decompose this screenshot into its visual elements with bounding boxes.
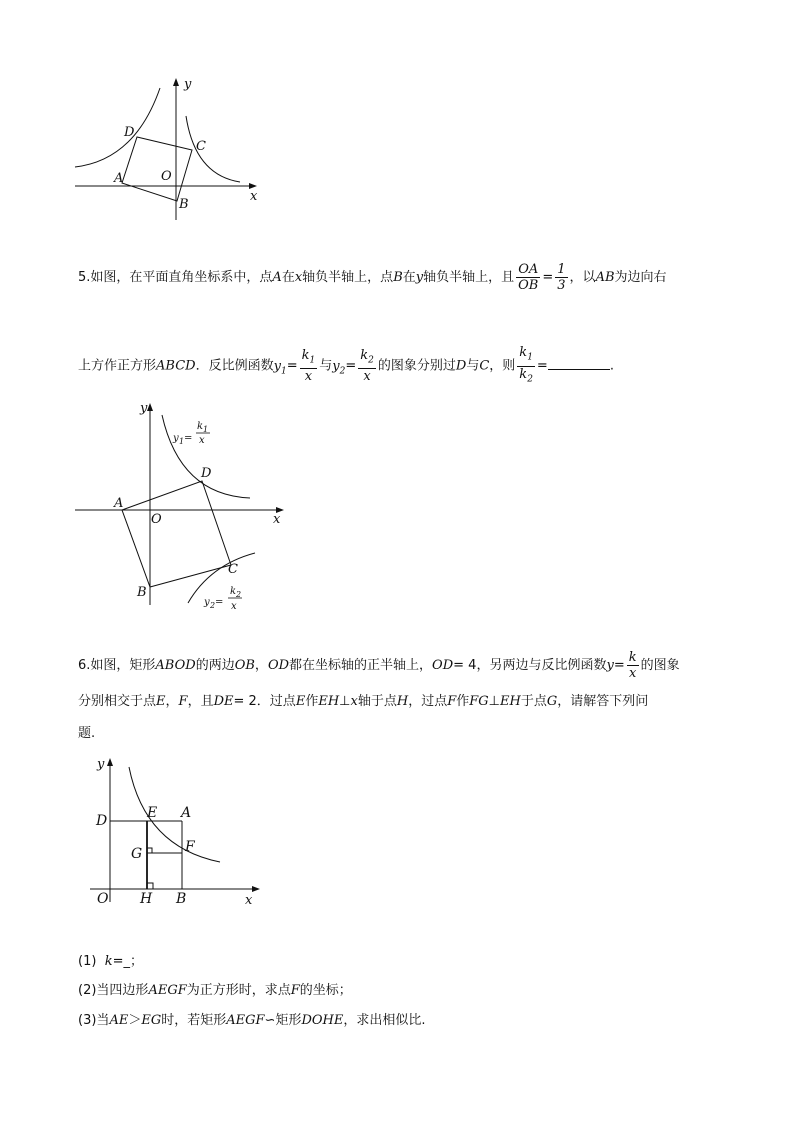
label-eq: = — [184, 433, 193, 444]
numerator: k — [628, 650, 637, 665]
text: ，以 — [569, 270, 596, 285]
text: 的两边 — [195, 658, 235, 673]
label-x: x — [273, 512, 281, 527]
text: 于点 — [520, 694, 547, 709]
math: B — [393, 270, 403, 285]
math: E — [295, 694, 306, 709]
y-axis-arrow — [107, 758, 113, 766]
text: ， — [165, 694, 179, 709]
numerator: 1 — [557, 262, 566, 277]
equals: = — [286, 358, 298, 374]
label-b: B — [176, 891, 187, 907]
math: DE — [213, 694, 234, 709]
denominator: x — [628, 666, 637, 681]
fraction-oa-ob — [516, 262, 540, 293]
text: 为正方形时，求点 — [186, 983, 291, 998]
label-o: O — [151, 512, 162, 527]
numerator — [358, 348, 376, 370]
label-y: y — [184, 77, 192, 92]
curve-label-y2 — [203, 586, 242, 612]
math: AE — [109, 1013, 129, 1028]
x-axis-arrow — [252, 886, 260, 892]
equals: = — [613, 658, 625, 673]
math: k — [301, 347, 310, 363]
fraction-k-x — [627, 650, 639, 681]
square-abcd — [122, 481, 231, 587]
label-y: y — [140, 401, 148, 416]
hyperbola-left — [75, 88, 160, 167]
subq-2 — [78, 981, 352, 1001]
math: EH — [499, 694, 521, 709]
label-a: A — [114, 171, 124, 186]
text: 的图象分别过 — [377, 358, 456, 374]
subq-number: (2) — [78, 983, 97, 998]
label-x: x — [231, 601, 237, 612]
subq-1 — [78, 952, 143, 972]
math: ABCD — [156, 358, 196, 374]
perp-symbol: ⊥ — [339, 694, 351, 709]
square-abcd — [122, 137, 192, 201]
answer-blank[interactable] — [548, 357, 610, 370]
label-eq: = — [215, 597, 224, 608]
gt-symbol: ＞ — [128, 1013, 142, 1028]
label-y2-sub: 2 — [210, 601, 216, 610]
denominator — [517, 367, 535, 388]
label-k2-sub: 2 — [236, 590, 242, 599]
numerator: OA — [516, 262, 540, 278]
math: OD — [432, 658, 454, 673]
math: ABOD — [155, 658, 196, 673]
math: AEGF — [226, 1013, 265, 1028]
fraction-k1-k2 — [517, 345, 535, 387]
text: 分别相交于点 — [78, 694, 157, 709]
math: OB — [234, 658, 255, 673]
math: = 2 — [233, 694, 257, 709]
q5-line-2 — [78, 345, 614, 387]
text: ，且 — [187, 694, 214, 709]
label-x: x — [199, 435, 205, 446]
denominator: x — [363, 369, 371, 385]
label-d: D — [124, 125, 135, 140]
curve-y2 — [188, 553, 255, 603]
subscript: 2 — [527, 374, 533, 385]
math: E — [156, 694, 166, 709]
q6-line-3 — [78, 724, 95, 744]
hyperbola — [129, 767, 220, 862]
label-d: D — [201, 466, 212, 481]
label-f: F — [185, 839, 195, 855]
text: ．过点 — [256, 694, 296, 709]
math: FG — [469, 694, 489, 709]
subscript: 1 — [527, 352, 533, 363]
fraction-one-third — [555, 262, 567, 293]
text: ，则 — [489, 358, 516, 374]
label-b: B — [179, 197, 189, 212]
label-g: G — [131, 846, 143, 862]
text: 矩形 — [275, 1013, 302, 1028]
label-a: A — [114, 496, 124, 511]
period: . — [609, 358, 614, 374]
label-k1: k — [197, 421, 204, 432]
q5-line-1 — [78, 262, 667, 293]
text: 题. — [78, 726, 96, 741]
label-o: O — [161, 169, 172, 184]
text: 与 — [319, 358, 333, 374]
subq-number: (3) — [78, 1013, 97, 1028]
math: x — [350, 694, 358, 709]
text: 的图象 — [640, 658, 680, 673]
subscript: 1 — [280, 366, 287, 377]
text: 如图，矩形 — [90, 658, 156, 673]
label-o: O — [97, 891, 109, 907]
subscript: 2 — [368, 355, 374, 366]
text: 当四边形 — [96, 983, 149, 998]
hyperbola-right — [186, 116, 240, 182]
text: 为边向右 — [614, 270, 667, 285]
math: OD — [267, 658, 290, 673]
fraction-k1-x — [300, 348, 318, 385]
math: y — [273, 358, 281, 374]
text: 上方作正方形 — [78, 358, 157, 374]
text: 轴负半轴上，点 — [302, 270, 394, 285]
figure-1 — [60, 70, 270, 230]
text: 在 — [402, 270, 416, 285]
label-h: H — [140, 891, 153, 907]
math: D — [455, 358, 467, 374]
math: k — [360, 347, 369, 363]
text: 都在坐标轴的正半轴上， — [289, 658, 433, 673]
subq-3 — [78, 1011, 426, 1031]
label-y2: y — [204, 597, 210, 608]
math: F — [290, 983, 300, 998]
text: ，请解答下列问 — [557, 694, 649, 709]
y-axis-arrow — [173, 78, 179, 86]
text: 当 — [96, 1013, 110, 1028]
label-x: x — [250, 189, 258, 204]
math: H — [396, 694, 409, 709]
numerator — [300, 348, 318, 370]
label-k2: k — [230, 586, 237, 597]
y2 — [332, 358, 346, 377]
text: 作 — [305, 694, 319, 709]
label-c: C — [228, 562, 238, 577]
text: ．反比例函数 — [195, 358, 274, 374]
denominator: x — [304, 369, 313, 385]
math: DOHE — [301, 1013, 344, 1028]
math: EG — [141, 1013, 162, 1028]
text: ， — [254, 658, 268, 673]
math: F — [178, 694, 188, 709]
text: 轴于点 — [357, 694, 397, 709]
math: G — [546, 694, 558, 709]
math: EH — [318, 694, 340, 709]
denominator: OB — [518, 278, 539, 293]
text: 在 — [281, 270, 295, 285]
equals: = — [345, 358, 357, 374]
label-y1: y — [173, 433, 179, 444]
label-k1-sub: 1 — [203, 425, 209, 434]
text: 轴负半轴上，且 — [423, 270, 515, 285]
text: 的坐标； — [299, 983, 352, 998]
math: y — [332, 358, 340, 374]
math: k — [519, 366, 528, 382]
text: ，另两边与反比例函数 — [476, 658, 607, 673]
math: A — [272, 270, 282, 285]
q5-number: 5. — [78, 270, 91, 285]
q6-line-2 — [78, 692, 648, 712]
fraction-k2-x — [358, 348, 376, 385]
math: AEGF — [148, 983, 187, 998]
q6-line-1 — [78, 650, 680, 681]
math: k — [104, 954, 113, 969]
subscript: 2 — [339, 366, 346, 377]
text: =_； — [112, 954, 143, 969]
math: y — [606, 658, 614, 673]
equals: = — [536, 358, 548, 374]
text: 作 — [456, 694, 470, 709]
math: AB — [595, 270, 615, 285]
figure-3 — [85, 752, 275, 912]
subq-number: (1) — [78, 954, 97, 969]
numerator — [517, 345, 535, 367]
q6-number: 6. — [78, 658, 91, 673]
math: F — [447, 694, 457, 709]
math: k — [519, 345, 528, 360]
math: y — [415, 270, 424, 285]
y-axis-arrow — [147, 403, 153, 411]
subscript: 1 — [309, 355, 316, 366]
text: 如图，在平面直角坐标系中，点 — [90, 270, 273, 285]
math: x — [294, 270, 303, 285]
label-x: x — [245, 893, 253, 908]
label-y1-sub: 1 — [179, 437, 185, 446]
math: = 4 — [453, 658, 477, 673]
perp-symbol: ⊥ — [488, 694, 500, 709]
equals: = — [542, 270, 554, 285]
y1 — [273, 358, 287, 377]
label-b: B — [137, 585, 147, 600]
curve-label-y1 — [172, 421, 210, 446]
label-c: C — [196, 139, 206, 154]
label-e: E — [147, 805, 158, 821]
similar-symbol: ∽ — [264, 1013, 276, 1028]
label-a: A — [181, 805, 192, 821]
denominator: 3 — [557, 278, 566, 293]
math: C — [479, 358, 490, 374]
label-y: y — [97, 757, 105, 772]
text: ，过点 — [408, 694, 448, 709]
text: 与 — [466, 358, 480, 374]
text: 时，若矩形 — [161, 1013, 227, 1028]
label-d: D — [96, 813, 108, 829]
text: ，求出相似比. — [343, 1013, 426, 1028]
figure-2 — [70, 395, 295, 620]
